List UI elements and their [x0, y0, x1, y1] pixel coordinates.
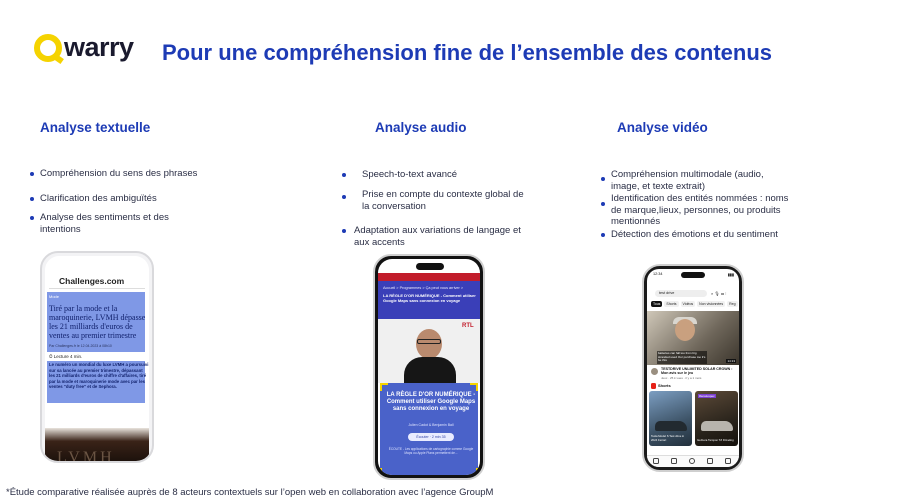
reading-time: ⏱ Lecture 4 min. [49, 354, 83, 359]
bottom-tab-bar [647, 455, 739, 467]
bullet-dot [30, 197, 34, 201]
bullet-dot [601, 177, 605, 181]
bullet-text: Adaptation aux variations de langage et aux accents [354, 225, 521, 248]
shorts-tab-icon[interactable] [671, 458, 677, 464]
bullet-text: Analyse des sentiments et des intentions [40, 212, 169, 235]
focus-corner [380, 383, 388, 391]
station-logo: RTL [462, 323, 474, 329]
phone-screen [45, 256, 149, 461]
short-thumbnail[interactable] [649, 391, 692, 446]
bullet-item [611, 193, 791, 228]
card-title: LA RÈGLE D'OR NUMÉRIQUE - Comment utiliser Google Maps sans connexion en voyage [386, 392, 476, 412]
bullet-item [362, 189, 527, 212]
bullet-item [354, 225, 529, 248]
bullet-text: Compréhension multimodale (audio, image, et texte extrait) [611, 169, 764, 192]
phone-screen [647, 269, 739, 467]
presenter-face [675, 319, 695, 341]
library-icon[interactable] [725, 458, 731, 464]
chip-unwatched[interactable]: Non visionnées [699, 302, 724, 306]
video-subtitle: batteries can fall too from big stranded used Our purchase too it's be this [658, 351, 706, 363]
article-byline: Par Challenges.fr le 12.04.2023 à 08h10 [49, 344, 112, 348]
article-excerpt: Le numéro un mondial du luxe LVMH a poursuivi sur sa lancée au premier trimestre, dépassant les 21 milliards d'euros de chiffre d'affaires, tiré par la mode et maroquinerie mode avec par les ventes "duty free" et de Sephora. [49, 362, 149, 390]
bullet-item [362, 169, 532, 181]
reading-time-label: Lecture 4 min. [53, 354, 83, 359]
bullet-dot [342, 173, 346, 177]
heading-audio-analysis: Analyse audio [375, 120, 467, 135]
footnote: *Étude comparative réalisée auprès de 8 acteurs contextuels sur l’open web en collaboration avec l’agence GroupM [6, 487, 494, 498]
page-title: Pour une compréhension fine de l’ensemble des contenus [162, 40, 773, 65]
shorts-icon [651, 383, 656, 389]
bullet-dot [342, 195, 346, 199]
video-title[interactable]: TESTDRIVE UNLIMITED SOLAR CROWN : Mon avis sur le jeu [661, 367, 733, 376]
bullet-item [611, 229, 791, 241]
bullet-dot [30, 172, 34, 176]
host-body [404, 357, 456, 383]
car-image [655, 421, 687, 431]
short-thumbnail[interactable] [695, 391, 738, 446]
bullet-text: Identification des entités nommées : noms de marque,lieux, personnes, ou produits mentionnés [611, 193, 789, 227]
listen-button[interactable]: Écouter · 2 min 35 [408, 433, 454, 441]
battery-icon: ▮▮▮ [727, 273, 734, 277]
bullet-text: Compréhension du sens des phrases [40, 168, 198, 179]
focus-corner [470, 383, 478, 391]
host-glasses [417, 339, 441, 344]
search-input[interactable]: test drive [655, 290, 707, 297]
home-icon[interactable] [653, 458, 659, 464]
site-name: Challenges.com [59, 276, 125, 286]
bullet-dot [601, 233, 605, 237]
logo-q-mark [34, 34, 62, 62]
shorts-heading: Shorts [658, 383, 671, 388]
chip-shorts[interactable]: Shorts [666, 302, 677, 306]
bullet-text: Clarification des ambiguïtés [40, 193, 157, 204]
car-image [701, 421, 733, 431]
divider [49, 288, 145, 289]
chip-videos[interactable]: Vidéos [682, 302, 694, 306]
status-time: 12:34 [653, 272, 663, 276]
photo-lettering: LVMH [57, 449, 115, 461]
menu-icon[interactable]: ⋮ [725, 291, 727, 296]
search-icon[interactable]: ⌕ [711, 291, 714, 296]
qwarry-logo [34, 30, 144, 66]
phone-mockup-video [642, 264, 744, 472]
channel-avatar[interactable] [651, 368, 658, 375]
bullet-item [40, 212, 180, 235]
short-title: Tesla Model S Test drive in 2024 Ferrari [651, 434, 685, 442]
chip-more[interactable]: Reg [729, 302, 736, 306]
phone-screen [378, 259, 480, 475]
article-category: Mode [49, 294, 60, 299]
bullet-text: Détection des émotions et du sentiment [611, 229, 778, 240]
heading-text-analysis: Analyse textuelle [40, 120, 151, 135]
focus-corner [380, 468, 388, 475]
card-description: ÉCOUTE - Les applications de cartographie comme Google Maps ou Apple Plans permettent de... [388, 447, 474, 456]
bullet-dot [342, 229, 346, 233]
dynamic-island [416, 263, 444, 270]
bullet-item [40, 193, 210, 205]
phone-mockup-audio [373, 254, 485, 480]
focus-corner [470, 468, 478, 475]
video-duration: 14:13 [727, 359, 735, 363]
phone-mockup-text [40, 251, 154, 463]
breadcrumb[interactable]: Accueil > Programmes > Ça peut vous arriver > [383, 286, 464, 290]
subscriptions-icon[interactable] [707, 458, 713, 464]
bullet-text: Prise en compte du contexte global de la conversation [362, 189, 524, 212]
bullet-dot [30, 216, 34, 220]
dynamic-island [681, 272, 705, 278]
chip-all[interactable]: Tous [653, 302, 661, 306]
bullet-item [611, 169, 786, 192]
bullet-dot [601, 202, 605, 206]
card-authors: Julien Cadot & Benjamin Ball [408, 423, 454, 427]
video-meta: Jeux · 25 k vues · il y a 1 mois [661, 376, 702, 380]
episode-title: LA RÈGLE D'OR NUMÉRIQUE - Comment utiliser Google Maps sans connexion en voyage [383, 293, 476, 303]
heading-video-analysis: Analyse vidéo [617, 120, 708, 135]
short-hashtag: #teratuspec [699, 394, 715, 398]
create-icon[interactable] [689, 458, 695, 464]
article-headline: Tiré par la mode et la maroquinerie, LVMH dépasse les 21 milliards d'euros de ventes au premier trimestre [49, 304, 146, 340]
mic-icon[interactable]: 🎙 [714, 291, 720, 296]
filter-chips [651, 301, 739, 307]
bullet-item [40, 168, 210, 180]
short-title: Gerbera Tampon TZ Driveling [697, 437, 734, 442]
logo-text: warry [64, 32, 134, 62]
cast-icon[interactable]: ▭ [721, 291, 725, 296]
bullet-text: Speech-to-text avancé [362, 169, 458, 180]
host-head [416, 329, 442, 359]
search-actions [711, 291, 726, 297]
